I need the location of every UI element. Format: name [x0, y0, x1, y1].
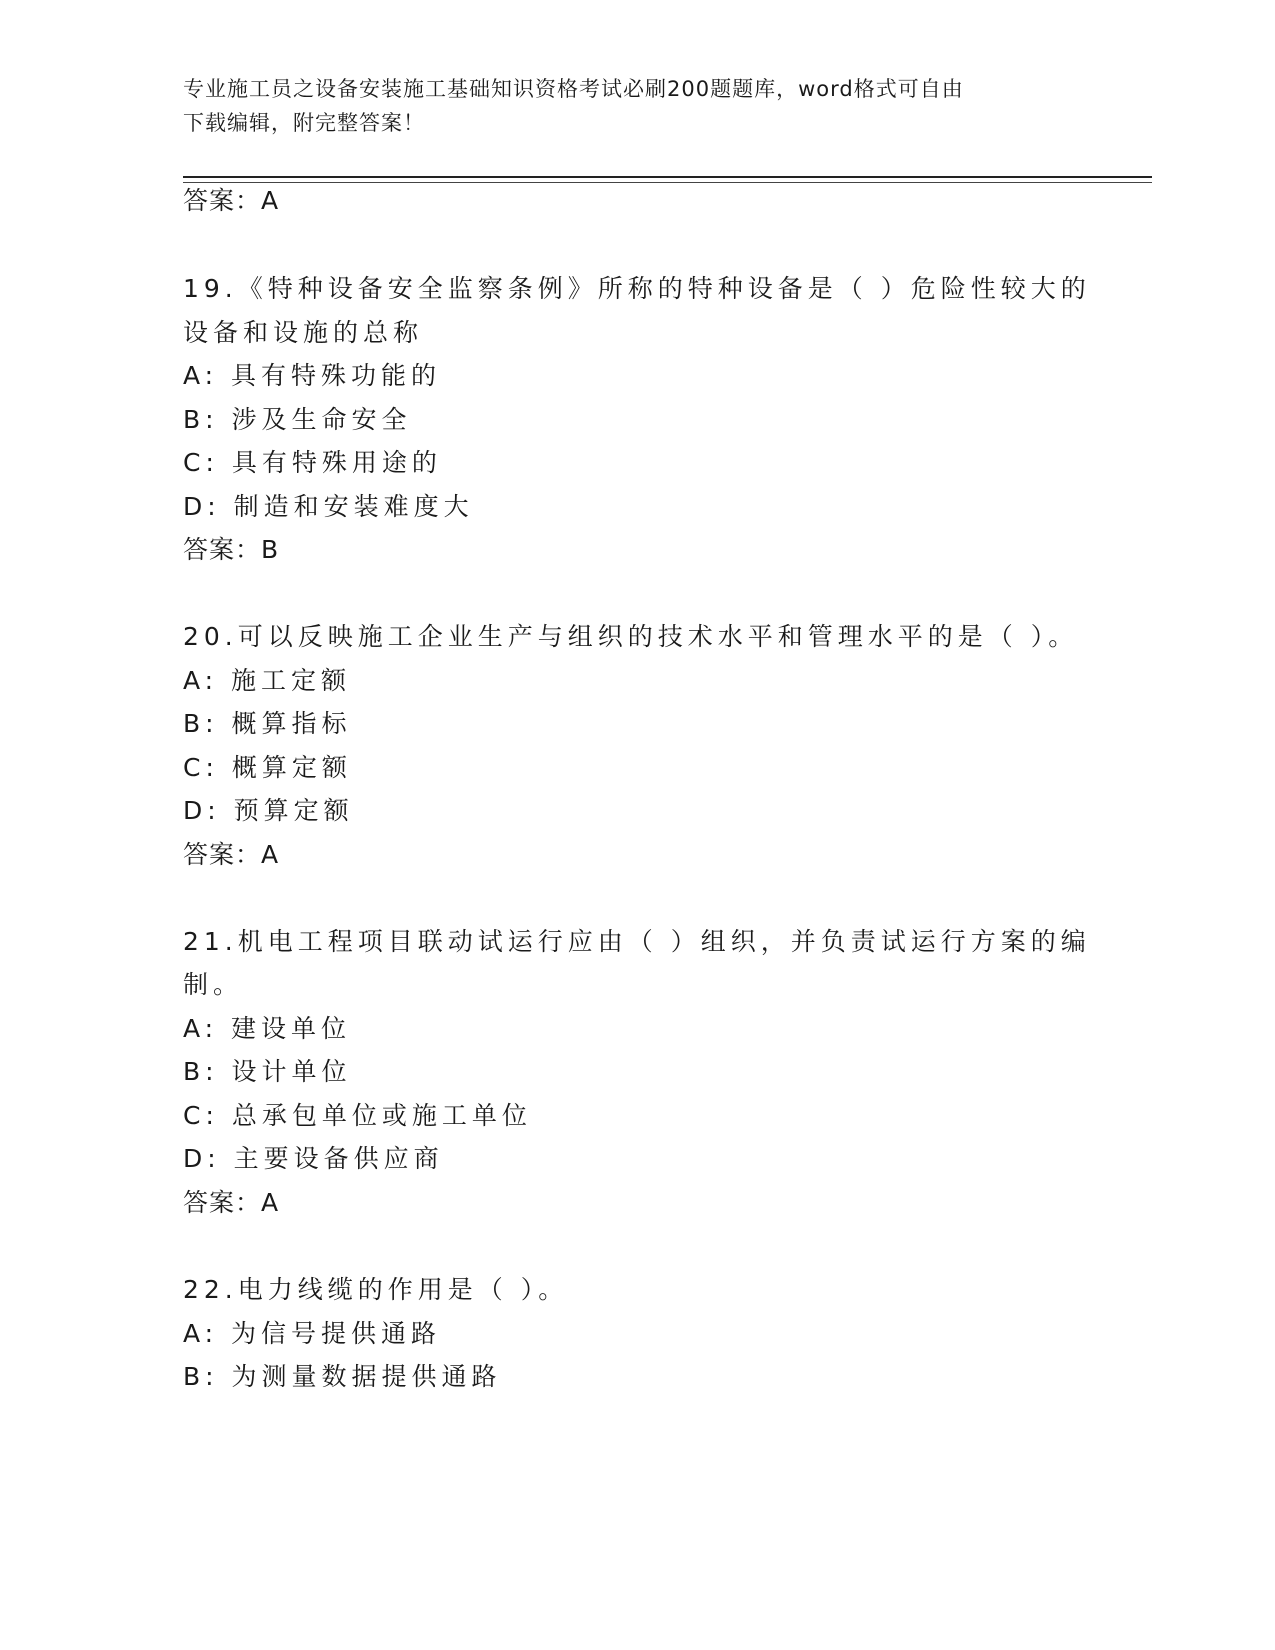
header-line-2: 下载编辑，附完整答案！	[183, 111, 425, 135]
question-21-option-b: B: 设计单位	[183, 1057, 352, 1086]
question-19-option-a: A: 具有特殊功能的	[183, 361, 442, 390]
question-21-stem-line-2: 制。	[183, 970, 244, 999]
header-divider-thin	[183, 182, 1152, 183]
question-22-option-b: B: 为测量数据提供通路	[183, 1362, 502, 1391]
question-19-answer: 答案：B	[183, 535, 280, 564]
question-20-option-d: D: 预算定额	[183, 796, 354, 825]
answer-q18: 答案：A	[183, 186, 280, 215]
question-22-stem-line-1: 22.电力线缆的作用是（ ）。	[183, 1275, 569, 1304]
document-header	[183, 72, 1063, 140]
question-19-option-c: C: 具有特殊用途的	[183, 448, 442, 477]
question-21-answer: 答案：A	[183, 1188, 280, 1217]
header-line-1: 专业施工员之设备安装施工基础知识资格考试必刷200题题库，word格式可自由	[183, 77, 964, 101]
question-21-option-c: C: 总承包单位或施工单位	[183, 1101, 532, 1130]
question-20-option-c: C: 概算定额	[183, 753, 352, 782]
question-20-option-a: A: 施工定额	[183, 666, 352, 695]
question-19-option-d: D: 制造和安装难度大	[183, 492, 474, 521]
question-20-answer: 答案：A	[183, 840, 280, 869]
question-22-option-a: A: 为信号提供通路	[183, 1319, 442, 1348]
question-21-option-a: A: 建设单位	[183, 1014, 352, 1043]
question-19-option-b: B: 涉及生命安全	[183, 405, 412, 434]
question-21-option-d: D: 主要设备供应商	[183, 1144, 444, 1173]
question-20-stem-line-1: 20.可以反映施工企业生产与组织的技术水平和管理水平的是（ ）。	[183, 622, 1079, 651]
question-19-stem-line-2: 设备和设施的总称	[183, 318, 424, 347]
header-divider-thick	[183, 176, 1152, 178]
question-21-stem-line-1: 21.机电工程项目联动试运行应由（ ）组织，并负责试运行方案的编	[183, 927, 1091, 956]
question-20-option-b: B: 概算指标	[183, 709, 352, 738]
question-19-stem-line-1: 19.《特种设备安全监察条例》所称的特种设备是（ ）危险性较大的	[183, 274, 1091, 303]
